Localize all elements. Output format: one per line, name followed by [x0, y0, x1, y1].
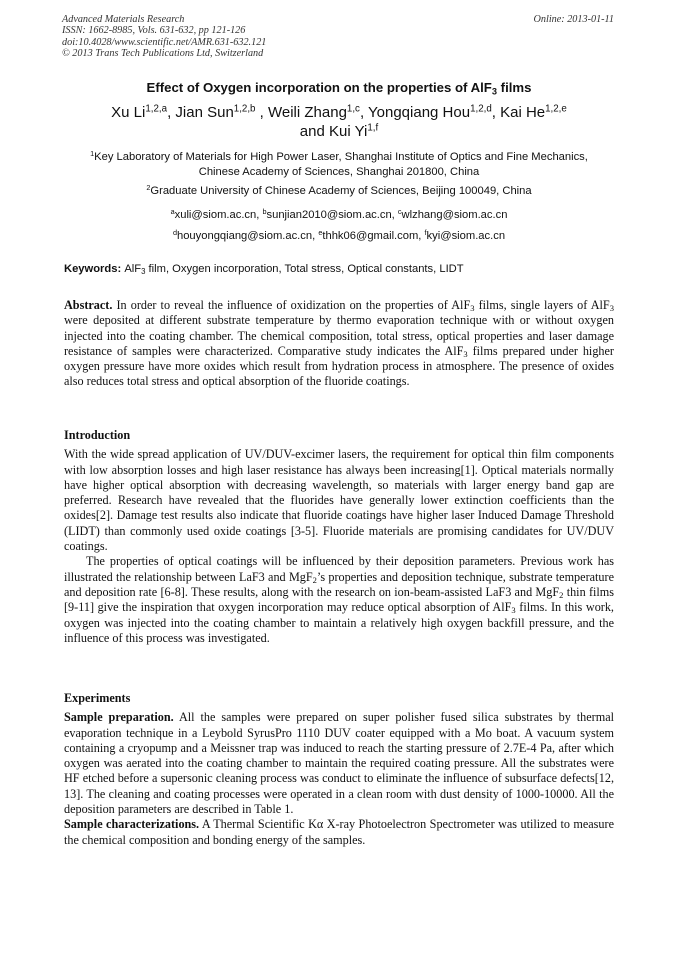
email-link[interactable]: houyongqiang@siom.ac.cn, [176, 230, 319, 242]
experiments-paragraph [64, 817, 614, 848]
paragraph-text: A Thermal Scientific Kα X-ray Photoelectron Spectrometer was utilized to measure the chemical composition and bonding energy of the samples. [64, 817, 614, 847]
experiments-paragraph [64, 710, 614, 817]
affiliation-mark: 2 [146, 183, 151, 192]
author-affiliation-mark: 1,2,d [470, 103, 492, 115]
paragraph-subscript: 2 [312, 574, 317, 585]
abstract [64, 298, 614, 390]
author-name: Yongqiang Hou [368, 104, 471, 121]
abstract-subscript: 3 [470, 303, 475, 314]
email-mark: d [172, 228, 177, 237]
author-affiliation-mark: 1,2,b [233, 103, 256, 115]
author-affiliation-mark: 1,2,e [545, 103, 567, 115]
online-date: Online: 2013-01-11 [533, 14, 614, 25]
paragraph-text: films. In this work, oxygen was injected into the coating chamber to maintain a relatively high oxygen backfill pressure, and the influence of this process was investigated. [64, 600, 614, 645]
email-link[interactable]: xuli@siom.ac.cn, [174, 209, 263, 221]
email-link[interactable]: kyi@siom.ac.cn [426, 230, 506, 242]
introduction-heading: Introduction [64, 428, 131, 442]
introduction-paragraph [64, 554, 614, 646]
abstract-text: films, single layers of AlF [474, 298, 610, 312]
author-emails [0, 205, 678, 247]
title-text: Effect of Oxygen incorporation on the properties of AlF [146, 80, 492, 95]
email-mark: f [424, 228, 427, 237]
email-mark: b [262, 207, 267, 216]
author-name: Xu Li [111, 104, 146, 121]
author-separator: , [255, 104, 268, 121]
author-separator: , [359, 104, 369, 121]
author-list [70, 103, 608, 141]
paragraph-subscript: 2 [559, 590, 564, 601]
keywords-text-end: film, Oxygen incorporation, Total stress, Optical constants, LIDT [145, 263, 464, 275]
email-link[interactable]: wlzhang@siom.ac.cn [401, 209, 508, 221]
author-separator: , [167, 104, 176, 121]
introduction-paragraph: With the wide spread application of UV/DUV-excimer lasers, the requirement for optical thin film components with low absorption losses and high laser resistance has always been increasing[1]. Optical materials normally have higher optical absorption with decreasing wavelength, so materials with larger energy band gap are preferred. Research have revealed that the fluorides have generally lower extinction coefficients than the oxides[2]. Damage test results also indicate that fluoride coatings have higher laser Induced Damage Threshold (LIDT) than commonly used oxide coatings [3-5]. Fluoride materials are promising candidates for UV/DUV coatings. [64, 447, 614, 554]
journal-copyright: © 2013 Trans Tech Publications Ltd, Switzerland [62, 48, 264, 60]
email-link[interactable]: thhk06@gmail.com, [322, 230, 425, 242]
author-name: Jian Sun [175, 104, 234, 121]
abstract-text: were deposited at different substrate temperature by thermo evaporation technique with or without oxygen injected into the coating chamber. The chemical composition, total stress, optical properties and laser damage resistance of samples were characterized. Comparative study indicates the AlF [64, 313, 614, 358]
keywords-label: Keywords: [64, 263, 125, 275]
affiliation-2 [0, 184, 678, 199]
keywords [64, 262, 620, 277]
title-subscript: 3 [491, 86, 498, 97]
paragraph-text: ’s properties and deposition technique, substrate temperature and deposition rate [6-8]. These results, along with the research on ion-beam-assisted LaF3 and MgF [64, 569, 614, 599]
affiliation-text: Key Laboratory of Materials for High Power Laser, Shanghai Institute of Optics and Fine Mechanics, Chinese Academy of Sciences, Shanghai 201800, China [94, 151, 588, 178]
author-separator: , [491, 104, 501, 121]
paragraph-text: All the samples were prepared on super polisher fused silica substrates by thermal evaporation technique in a Leybold SyrusPro 1110 DUV coater equipped with a Mo boat. A vacuum system containing a cryopump and a Meissner trap was induced to reach the starting pressure of 2.7E-4 Pa, after which oxygen was aerated into the coating chamber to maintain the required coating pressure. All the substrates were HF etched before a supersonic cleaning process was conduct to eliminate the influence of subsurface defects[12, 13]. The cleaning and coating processes were operated in a clean room with dust density of 1000-10000. All the deposition parameters are described in Table 1. [64, 710, 614, 817]
abstract-text: In order to reveal the influence of oxidization on the properties of AlF [112, 298, 471, 312]
email-link[interactable]: sunjian2010@siom.ac.cn, [266, 209, 398, 221]
author-name: Kai He [500, 104, 546, 121]
journal-issn: ISSN: 1662-8985, Vols. 631-632, pp 121-126 [62, 25, 246, 37]
author-affiliation-mark: 1,2,a [145, 103, 168, 115]
subsection-label: Sample preparation. [64, 710, 174, 725]
paragraph-text: The properties of optical coatings will be influenced by their deposition parameters. Previous work has illustrated the relationship between LaF3 and MgF [64, 554, 614, 584]
email-mark: a [170, 207, 175, 216]
experiments-section [64, 691, 614, 848]
paragraph-subscript: 3 [511, 605, 516, 616]
journal-doi: doi:10.4028/www.scientific.net/AMR.631-632.121 [62, 36, 267, 48]
email-mark: c [397, 207, 402, 216]
author-affiliation-mark: 1,c [346, 103, 360, 115]
introduction-section [64, 428, 614, 646]
journal-header [62, 14, 266, 60]
abstract-label: Abstract. [64, 298, 113, 312]
journal-name: Advanced Materials Research [62, 14, 185, 25]
subsection-label: Sample characterizations. [64, 817, 200, 832]
experiments-heading: Experiments [64, 691, 131, 705]
abstract-subscript: 3 [609, 303, 614, 314]
author-name: and Kui Yi [299, 123, 368, 140]
affiliation-text: Graduate University of Chinese Academy of Sciences, Beijing 100049, China [150, 185, 532, 197]
keywords-text: AlF [124, 263, 142, 275]
affiliation-mark: 1 [90, 149, 95, 158]
title-text-end: films [497, 80, 532, 95]
affiliation-1 [84, 150, 594, 180]
abstract-subscript: 3 [463, 349, 468, 360]
author-name: Weili Zhang [267, 104, 347, 121]
abstract-text: films prepared under higher oxygen pressure have more oxides which result from hydration process in atmosphere. The presence of oxides also reduces total stress and optical absorption of the fluoride coatings. [64, 343, 614, 389]
paragraph-text: thin films [9-11] give the inspiration that oxygen incorporation may reduce optical absorption of AlF [64, 584, 614, 615]
email-mark: e [318, 228, 323, 237]
author-affiliation-mark: 1,f [367, 122, 379, 134]
keywords-subscript: 3 [141, 266, 146, 276]
paper-title [0, 80, 678, 96]
